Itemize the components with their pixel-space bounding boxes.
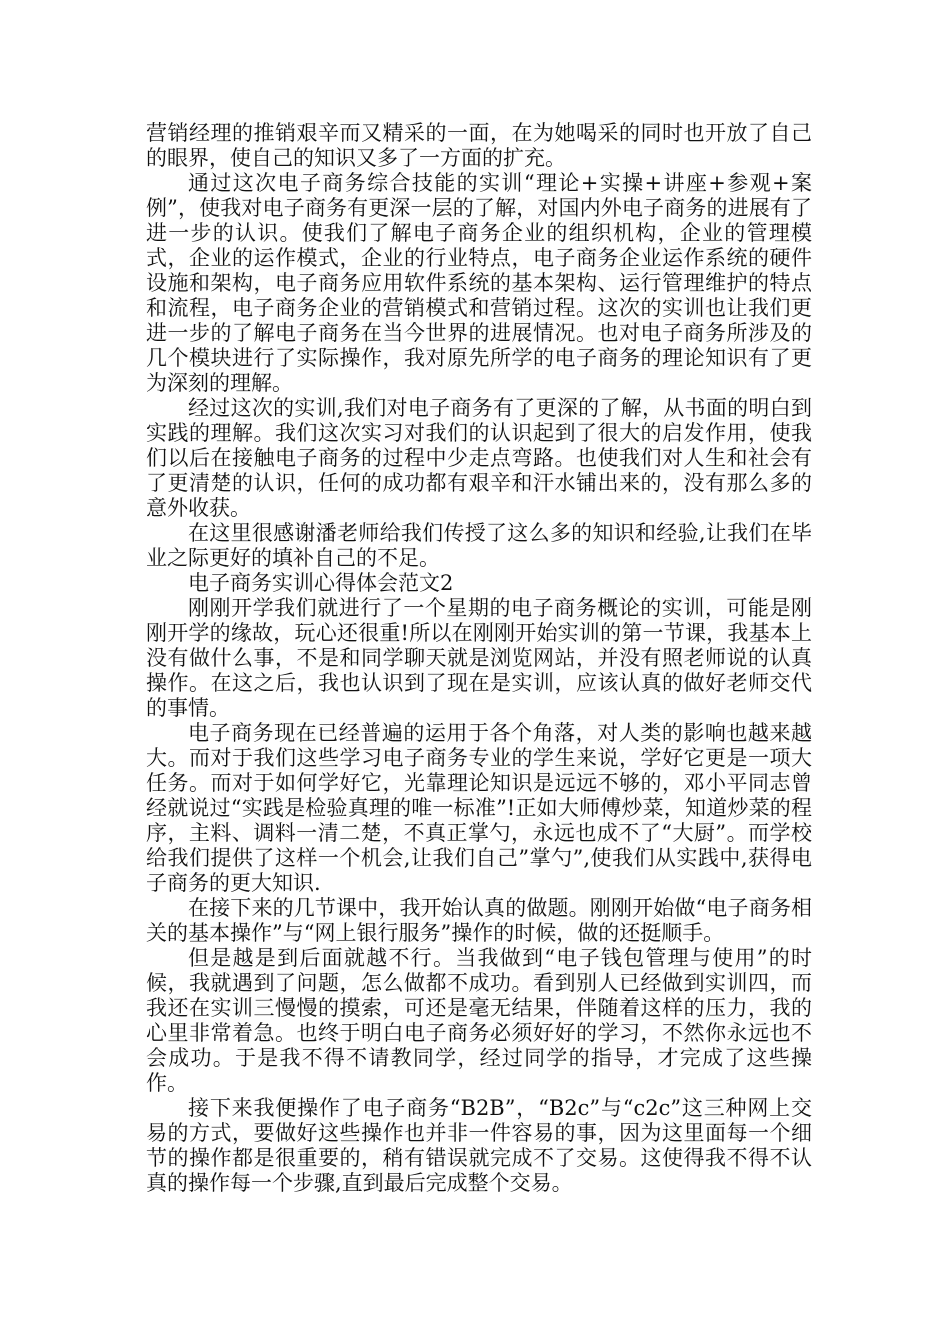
paragraph: 营销经理的推销艰辛而又精采的一面，在为她喝采的同时也开放了自己的眼界，使自己的知识又多了一方面的扩充。 [146, 121, 812, 170]
paragraph: 但是越是到后面就越不行。当我做到“电子钱包管理与使用”的时候，我就遇到了问题，怎么做都不成功。看到别人已经做到实训四，而我还在实训三慢慢的摸索，可还是毫无结果，伴随着这样的压力，我的心里非常着急。也终于明白电子商务必须好好的学习，不然你永远也不会成功。于是我不得不请教同学，经过同学的指导，才完成了这些操作。 [146, 946, 812, 1095]
document-page [146, 121, 812, 1196]
paragraph: 刚刚开学我们就进行了一个星期的电子商务概论的实训，可能是刚刚开学的缘故，玩心还很重!所以在刚刚开始实训的第一节课，我基本上没有做什么事，不是和同学聊天就是浏览网站，并没有照老师说的认真操作。在这之后，我也认识到了现在是实训，应该认真的做好老师交代的事情。 [146, 596, 812, 720]
paragraph: 在接下来的几节课中，我开始认真的做题。刚刚开始做“电子商务相关的基本操作”与“网上银行服务”操作的时候，做的还挺顺手。 [146, 896, 812, 945]
paragraph: 接下来我便操作了电子商务“B2B”，“B2c”与“c2c”这三种网上交易的方式，要做好这些操作也并非一件容易的事，因为这里面每一个细节的操作都是很重要的，稍有错误就完成不了交易。这使得我不得不认真的操作每一个步骤,直到最后完成整个交易。 [146, 1096, 812, 1195]
paragraph: 在这里很感谢潘老师给我们传授了这么多的知识和经验,让我们在毕业之际更好的填补自己的不足。 [146, 521, 812, 570]
paragraph: 经过这次的实训,我们对电子商务有了更深的了解，从书面的明白到实践的理解。我们这次实习对我们的认识起到了很大的启发作用，使我们以后在接触电子商务的过程中少走点弯路。也使我们对人生和社会有了更清楚的认识，任何的成功都有艰辛和汗水铺出来的，没有那么多的意外收获。 [146, 396, 812, 520]
paragraph: 通过这次电子商务综合技能的实训“理论+实操+讲座+参观+案例”，使我对电子商务有更深一层的了解，对国内外电子商务的进展有了进一步的认识。使我们了解电子商务企业的组织机构，企业的管理模式，企业的运作模式，企业的行业特点，电子商务企业运作系统的硬件设施和架构，电子商务应用软件系统的基本架构、运行管理维护的特点和流程，电子商务企业的营销模式和营销过程。这次的实训也让我们更进一步的了解电子商务在当今世界的进展情况。也对电子商务所涉及的几个模块进行了实际操作，我对原先所学的电子商务的理论知识有了更为深刻的理解。 [146, 171, 812, 395]
section-heading: 电子商务实训心得体会范文2 [188, 571, 454, 595]
paragraph: 电子商务现在已经普遍的运用于各个角落，对人类的影响也越来越大。而对于我们这些学习电子商务专业的学生来说，学好它更是一项大任务。而对于如何学好它，光靠理论知识是远远不够的，邓小平同志曾经就说过“实践是检验真理的唯一标准”!正如大师傅炒菜，知道炒菜的程序，主料、调料一清二楚，不真正掌勺，永远也成不了“大厨”。而学校给我们提供了这样一个机会,让我们自己”掌勺”,使我们从实践中,获得电子商务的更大知识. [146, 721, 812, 895]
